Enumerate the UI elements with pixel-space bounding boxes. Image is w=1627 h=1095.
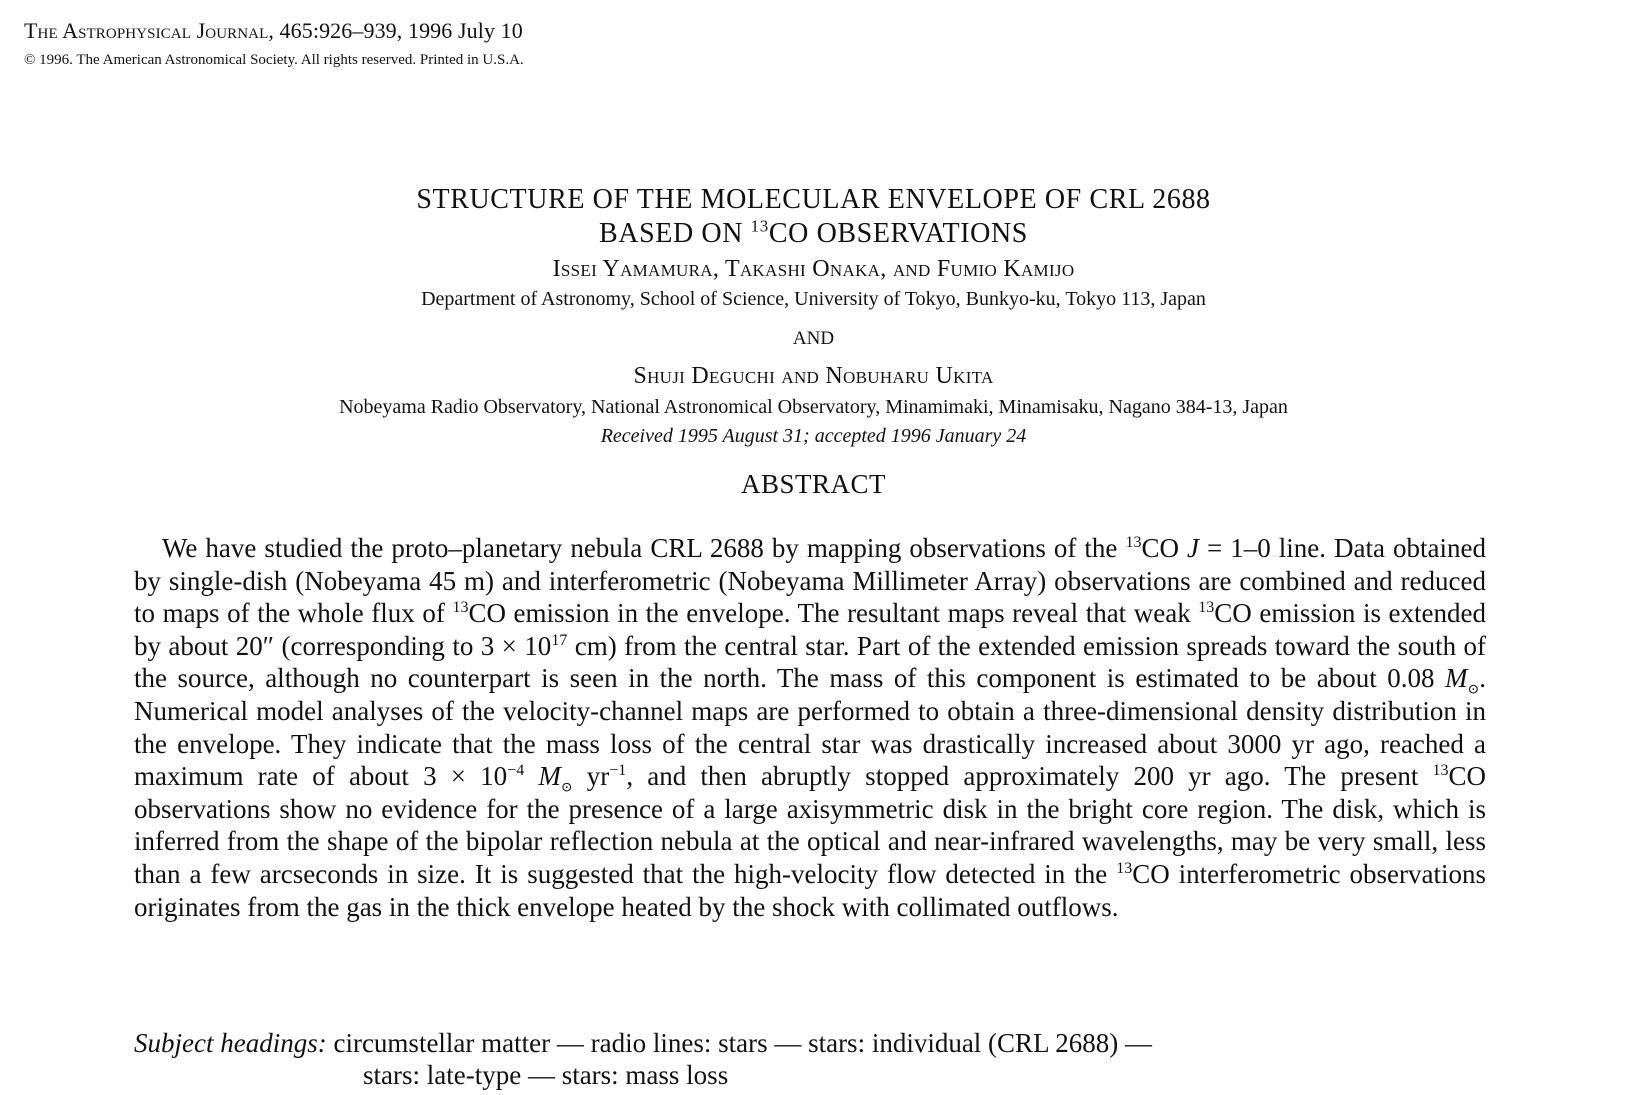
author-separator: AND [792,328,835,349]
subject-headings-line-1: circumstellar matter — radio lines: stars — stars: individual (CRL 2688) — [326,1028,1153,1058]
journal-name: The Astrophysical Journal [24,18,269,43]
received-accepted-dates: Received 1995 August 31; accepted 1996 January 24 [600,425,1027,447]
paper-title [0,183,1627,251]
journal-volume-pages-date: , 465:926–939, 1996 July 10 [268,18,523,43]
copyright-notice: © 1996. The American Astronomical Society. All rights reserved. Printed in U.S.A. [24,52,524,68]
affiliation-1: Department of Astronomy, School of Science, University of Tokyo, Bunkyo-ku, Tokyo 113, Japan [421,288,1206,310]
author-list-2: Shuji Deguchi and Nobuharu Ukita [633,363,994,389]
affiliation-2: Nobeyama Radio Observatory, National Astronomical Observatory, Minamimaki, Minamisaku, Nagano 384-13, Japan [339,396,1288,418]
subject-headings-label: Subject headings: [134,1028,327,1058]
title-isotope-superscript: 13 [750,216,769,236]
title-line-2-prefix: BASED ON [599,218,751,249]
title-line-2 [0,217,1627,251]
author-list-1: Issei Yamamura, Takashi Onaka, and Fumio Kamijo [552,256,1075,282]
subject-headings [134,1027,1152,1091]
title-line-1: STRUCTURE OF THE MOLECULAR ENVELOPE OF CRL 2688 [416,184,1211,215]
abstract-text: We have studied the proto–planetary nebula CRL 2688 by mapping observations of the $^{13}$CO J = 1–0 line. Data obtained by single-dish (Nobeyama 45 m) and interferometric (Nobeyama Millimeter Array) observations are combined and reduced to maps of the whole flux of $^{13}$CO emission in the envelope. The resultant maps reveal that weak $^{13}$CO emission is extended by about 20″ (corresponding to $3 \times 10^{17}$ cm) from the central star. Part of the extended emission spreads toward the south of the source, although no counterpart is seen in the north. The mass of this component is estimated to be about 0.08 $M_⊙$. Numerical model analyses of the velocity-channel maps are performed to obtain a three-dimensional density distribution in the envelope. They indicate that the mass loss of the central star was drastically increased about 3000 yr ago, reached a maximum rate of about $3 \times 10^{-4}$ $M_⊙$ $yr^{-1}$, and then abruptly stopped approximately 200 yr ago. The present $^{13}$CO observations show no evidence for the presence of a large axisymmetric disk in the bright core region. The disk, which is inferred from the shape of the bipolar reflection nebula at the optical and near-infrared wavelengths, may be very small, less than a few arcseconds in size. It is suggested that the high-velocity flow detected in the $^{13}$CO interferometric observations originates from the gas in the thick envelope heated by the shock with collimated outflows. [134,533,1487,922]
title-line-2-suffix: CO OBSERVATIONS [768,218,1028,249]
abstract-heading: ABSTRACT [740,469,887,499]
journal-citation-line [24,18,523,44]
subject-headings-line-2: stars: late-type — stars: mass loss [363,1060,729,1090]
